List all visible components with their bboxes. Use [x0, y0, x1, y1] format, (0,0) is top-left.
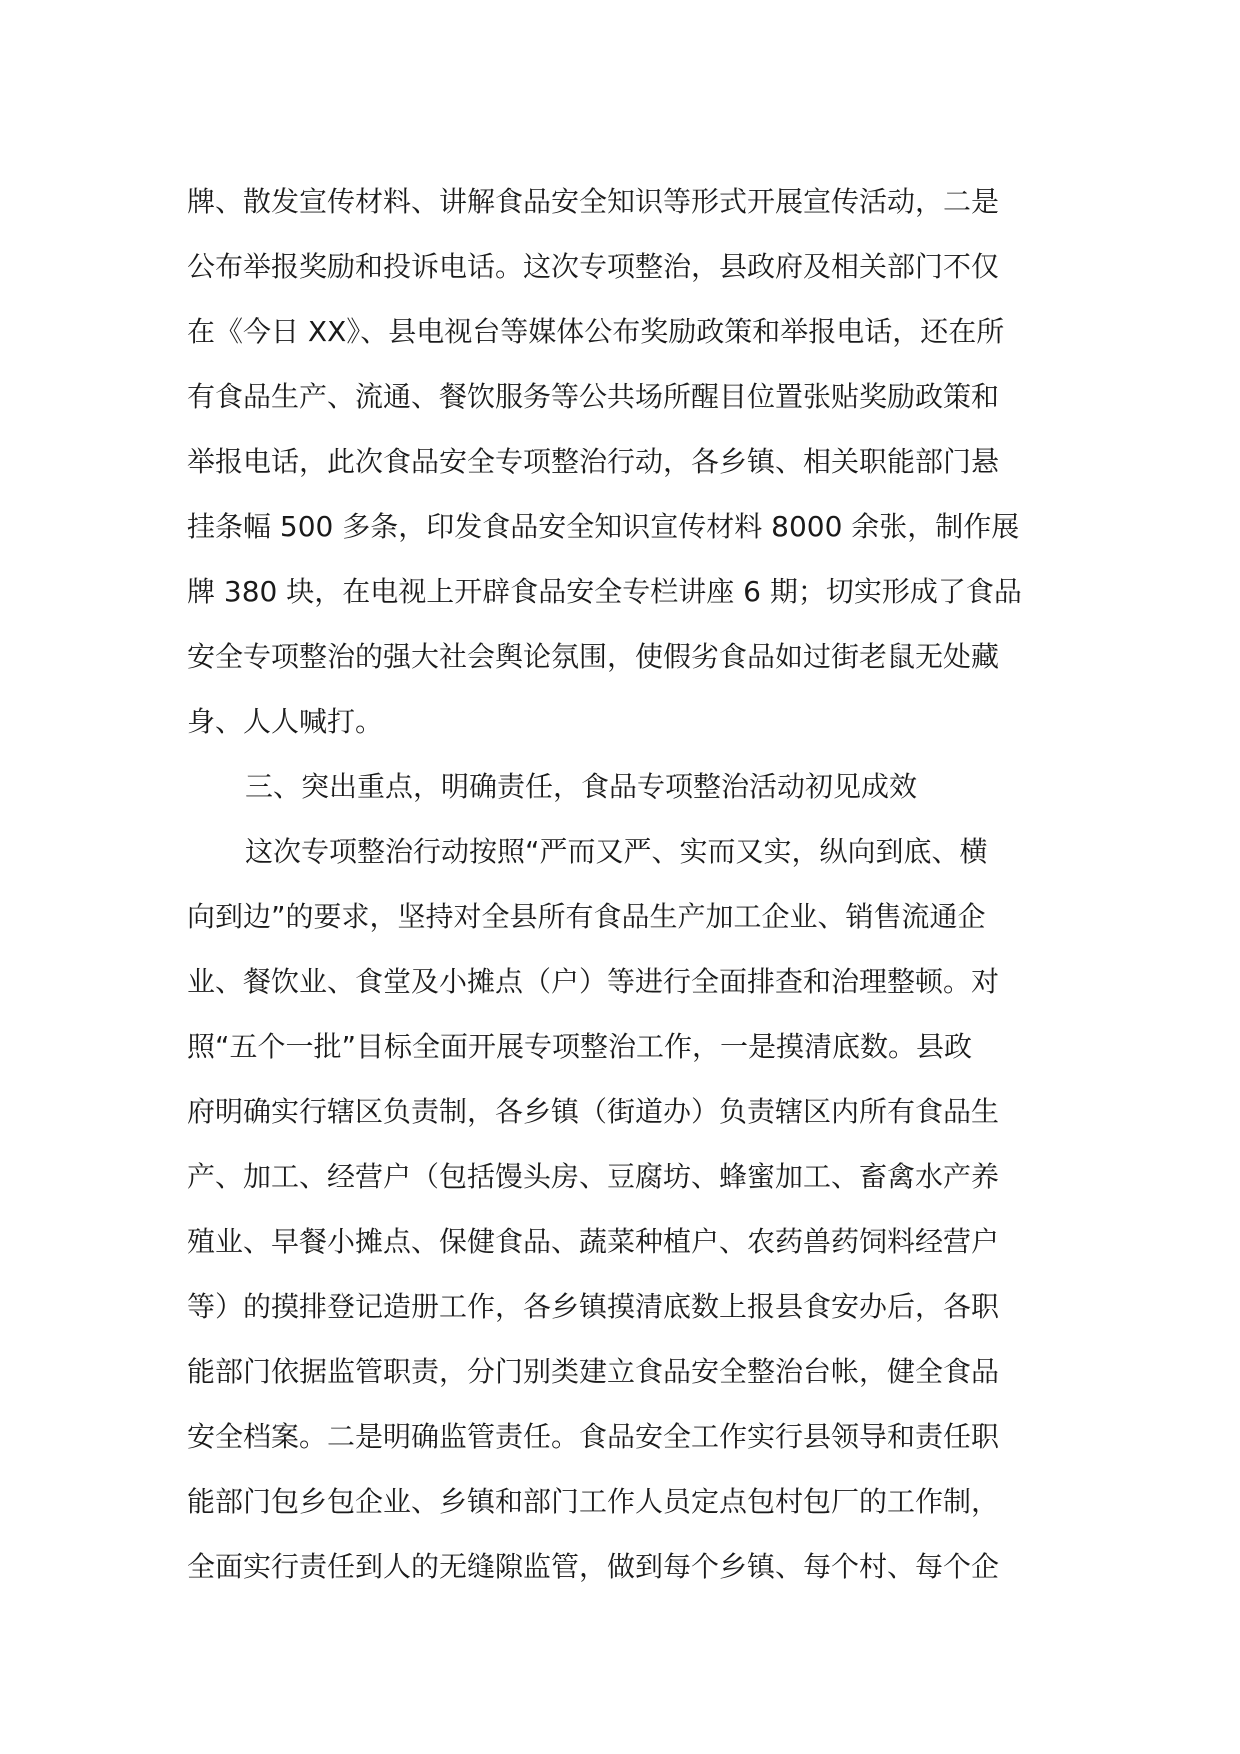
- text-line: 挂条幅 500 多条，印发食品安全知识宣传材料 8000 余张，制作展: [187, 510, 1020, 543]
- text-line: 安全档案。二是明确监管责任。食品安全工作实行县领导和责任职: [187, 1420, 1000, 1453]
- text-line: 在《今日 XX》、县电视台等媒体公布奖励政策和举报电话，还在所: [187, 315, 1005, 348]
- text-line: 府明确实行辖区负责制，各乡镇（街道办）负责辖区内所有食品生: [187, 1095, 1000, 1128]
- text-line: 举报电话，此次食品安全专项整治行动，各乡镇、相关职能部门悬: [187, 445, 1000, 478]
- text-line: 能部门包乡包企业、乡镇和部门工作人员定点包村包厂的工作制，: [187, 1485, 1000, 1518]
- text-line: 产、加工、经营户（包括馒头房、豆腐坊、蜂蜜加工、畜禽水产养: [187, 1160, 1000, 1193]
- text-line: 有食品生产、流通、餐饮服务等公共场所醒目位置张贴奖励政策和: [187, 380, 1000, 413]
- text-line: 身、人人喊打。: [187, 705, 384, 738]
- text-line: 殖业、早餐小摊点、保健食品、蔬菜种植户、农药兽药饲料经营户: [187, 1225, 1000, 1258]
- text-line: 业、餐饮业、食堂及小摊点（户）等进行全面排查和治理整顿。对: [187, 965, 1000, 998]
- text-line: 照“五个一批”目标全面开展专项整治工作，一是摸清底数。县政: [187, 1030, 973, 1063]
- document-body: [187, 169, 1057, 1599]
- text-line: 安全专项整治的强大社会舆论氛围，使假劣食品如过街老鼠无处藏: [187, 640, 1000, 673]
- text-line: 全面实行责任到人的无缝隙监管，做到每个乡镇、每个村、每个企: [187, 1550, 1000, 1583]
- text-line: 等）的摸排登记造册工作，各乡镇摸清底数上报县食安办后，各职: [187, 1290, 1000, 1323]
- text-line: 向到边”的要求，坚持对全县所有食品生产加工企业、销售流通企: [187, 900, 986, 933]
- text-line: 能部门依据监管职责，分门别类建立食品安全整治台帐，健全食品: [187, 1355, 1000, 1388]
- paragraph-first-line: 这次专项整治行动按照“严而又严、实而又实，纵向到底、横: [245, 835, 988, 868]
- text-line: 牌、散发宣传材料、讲解食品安全知识等形式开展宣传活动，二是: [187, 185, 1000, 218]
- text-line: 牌 380 块，在电视上开辟食品安全专栏讲座 6 期；切实形成了食品: [187, 575, 1022, 608]
- section-heading: 三、突出重点，明确责任，食品专项整治活动初见成效: [245, 770, 918, 803]
- text-line: 公布举报奖励和投诉电话。这次专项整治，县政府及相关部门不仅: [187, 250, 1000, 283]
